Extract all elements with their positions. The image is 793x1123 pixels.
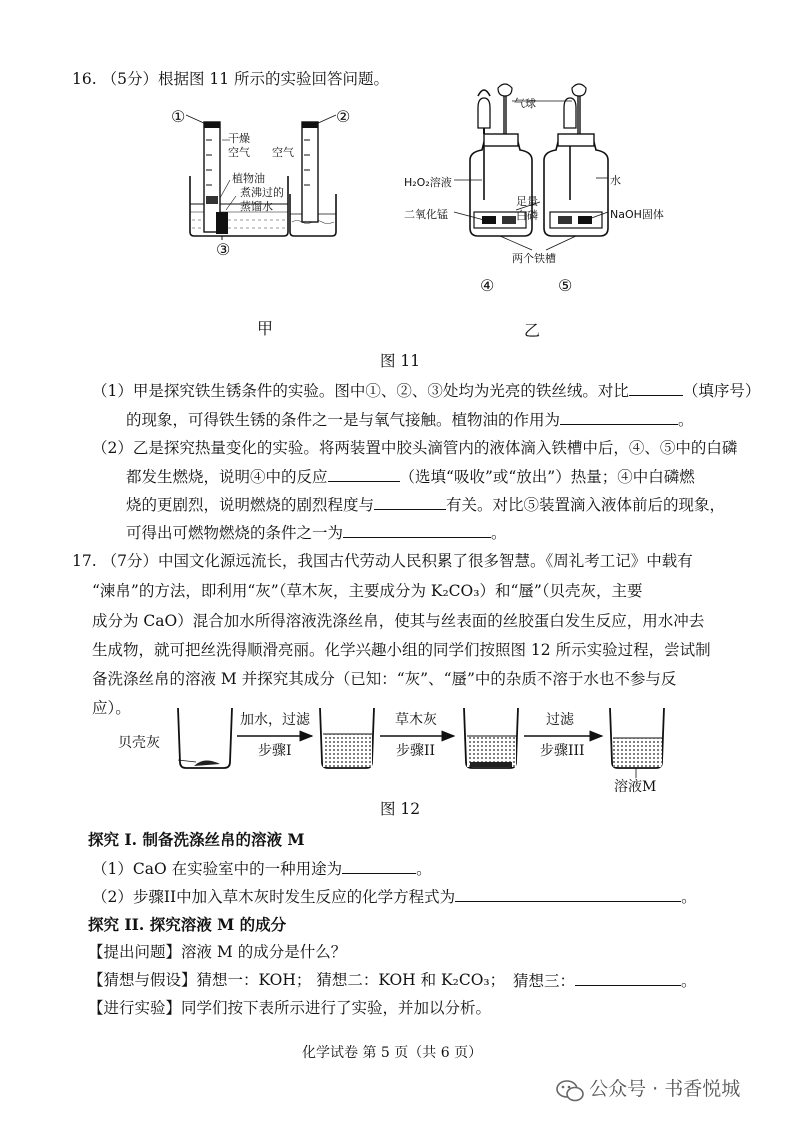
answer-blank-7[interactable] [455,889,681,902]
q16-p1-c: 的现象，可得铁生锈的条件之一是与氧气接触。植物油的作用为 [126,411,561,429]
ask-question: 【提出问题】溶液 M 的成分是什么？ [88,943,347,961]
hypothesis-3-label: 猜想三： [513,972,576,990]
q16-p2-line4 [126,525,507,542]
answer-blank-8[interactable] [575,973,681,986]
experiment-intro: 【进行实验】同学们按下表所示进行了实验，并加以分析。 [88,999,492,1017]
q17-sub2-end: 。 [681,888,697,906]
step2-label: 步骤II [396,743,436,759]
label-distilled-water: 蒸馏水 [240,200,273,213]
q16-p2-end: 。 [491,524,507,542]
label-enough: 足量 [516,195,538,208]
q16-p2-e: 有关。对比⑤装置滴入液体前后的现象， [446,496,726,514]
label-circle-5: ⑤ [558,276,573,295]
answer-blank-5[interactable] [343,525,491,538]
caption-yi: 乙 [524,321,541,340]
q17-sub1-end: 。 [416,860,432,878]
inquiry-1-title: 探究 I. 制备洗涤丝帛的溶液 M [88,830,305,849]
label-plant-oil: 植物油 [232,172,265,185]
watermark-text: 公众号 · 书香悦城 [589,1078,741,1100]
q17-sub1-text: （1）CaO 在实验室中的一种用途为 [92,860,343,878]
q16-p1-line1 [92,383,760,400]
q16-p2-b: 都发生燃烧，说明④中的反应 [126,468,328,486]
answer-blank-3[interactable] [328,469,400,482]
q17-line3: 成分为 CaO）混合加水所得溶液洗涤丝帛，使其与丝表面的丝胶蛋白发生反应，用水冲去 [92,612,705,630]
label-shell-ash: 贝壳灰 [118,735,160,751]
label-balloon: 气球 [514,97,536,110]
label-mno2: 二氧化锰 [404,208,448,221]
answer-blank-2[interactable] [560,412,678,425]
label-circle-3: ③ [216,240,231,259]
label-circle-1: ① [171,107,186,126]
q17-line2: “湅帛”的方法，即利用“灰”（草木灰，主要成分为 K₂CO₃）和“蜃”（贝壳灰，主要 [92,582,643,600]
answer-blank-6[interactable] [342,861,416,874]
caption-jia: 甲 [257,319,274,338]
q16-p2-line2 [126,469,695,486]
hypothesis-3 [513,973,697,990]
label-white-phosphorus: 白磷 [516,209,538,222]
answer-blank-1[interactable] [629,383,683,396]
hypothesis-3-end: 。 [681,972,697,990]
label-dry: 干燥 [228,132,250,145]
q16-p2-line1: （2）乙是探究热量变化的实验。将两装置中胶头滴管内的液体滴入铁槽中后，④、⑤中的白磷 [92,439,738,457]
hypotheses: 【猜想与假设】猜想一：KOH； 猜想二：KOH 和 K₂CO₃； [88,971,506,989]
label-h2o2: H₂O₂溶液 [404,176,452,189]
q16-p1-line2 [126,412,694,429]
q16-p2-line3 [126,497,725,514]
step1-label: 步骤I [258,743,292,759]
q16-p1-end: 。 [678,411,694,429]
q17-sub1 [92,861,432,878]
watermark [556,1074,740,1103]
label-air-2: 空气 [272,146,294,159]
q17-line5: 备洗涤丝帛的溶液 M 并探究其成分（已知：“灰”、“蜃”中的杂质不溶于水也不参与反 [92,670,677,688]
q16-p2-f: 可得出可燃物燃烧的条件之一为 [126,524,344,542]
answer-blank-4[interactable] [374,497,446,510]
label-boiled: 煮沸过的 [240,186,284,199]
q16-heading: 16. （5分）根据图 11 所示的实验回答问题。 [72,70,390,88]
figure-12-caption: 图 12 [380,800,421,818]
label-circle-4: ④ [480,276,495,295]
q17-line4: 生成物，就可把丝洗得顺滑亮丽。化学兴趣小组的同学们按照图 12 所示实验过程，尝试制 [92,641,711,659]
figure-11-caption: 图 11 [380,352,421,370]
q16-p2-d: 烧的更剧烈，说明燃烧的剧烈程度与 [126,496,375,514]
page-footer: 化学试卷 第 5 页（共 6 页） [302,1045,483,1061]
step2-top-label: 草木灰 [395,712,437,728]
label-naoh: NaOH固体 [610,208,664,221]
q17-line1: 17. （7分）中国文化源远流长，我国古代劳动人民积累了很多智慧。《周礼考工记》中载有 [72,552,693,570]
step3-top-label: 过滤 [546,712,574,728]
q17-sub2-text: （2）步骤II中加入草木灰时发生反应的化学方程式为 [92,888,456,906]
q16-p1-b: （填序号） [682,382,761,400]
q16-p1-a: （1）甲是探究铁生锈条件的实验。图中①、②、③处均为光亮的铁丝绒。对比 [92,382,629,400]
label-air-1: 空气 [228,146,250,159]
step1-top-label: 加水，过滤 [240,712,310,728]
q16-p2-c: （选填“吸收”或“放出”）热量；④中白磷燃 [399,468,695,486]
q17-sub2 [92,889,697,906]
label-circle-2: ② [336,107,351,126]
label-water: 水 [610,174,621,187]
label-iron-trough: 两个铁槽 [512,252,556,265]
q17-line6: 应）。 [92,699,131,717]
inquiry-2-title: 探究 II. 探究溶液 M 的成分 [88,915,287,934]
wechat-icon [556,1079,584,1103]
label-solution-m: 溶液M [614,779,657,795]
step3-label: 步骤III [540,743,585,759]
